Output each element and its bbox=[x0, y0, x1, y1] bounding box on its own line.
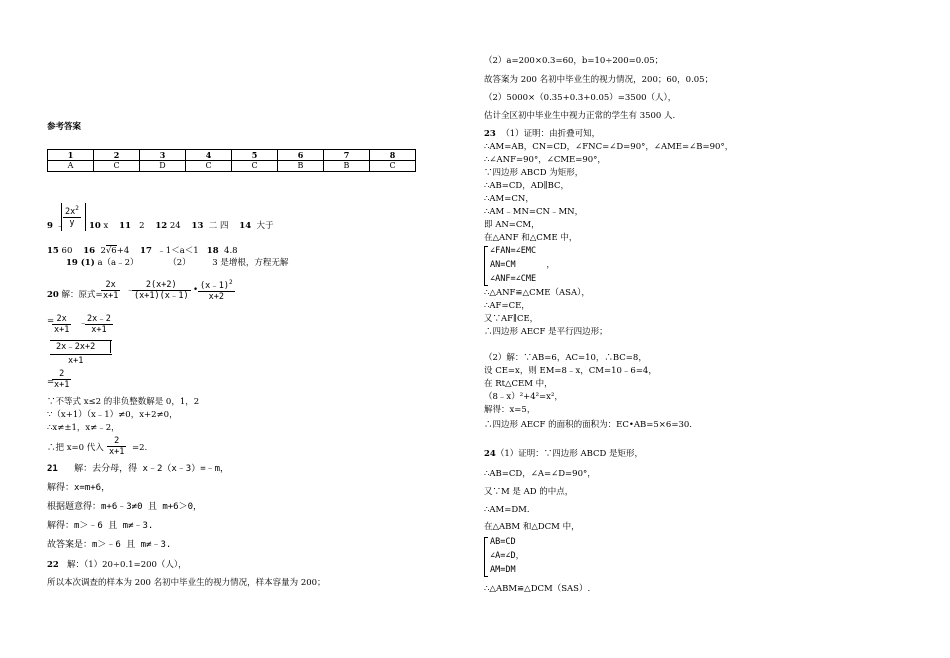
q20-step-numer: 2x﹣2x+2 bbox=[56, 342, 96, 352]
q23-line-12: ∴四边形 AECF 是平行四边形； bbox=[484, 327, 608, 337]
q9-label: 9 ﹣ bbox=[47, 221, 65, 231]
table-header: 6 bbox=[278, 150, 324, 161]
table-header: 4 bbox=[186, 150, 232, 161]
table-cell: D bbox=[140, 161, 186, 172]
q24-line-1: ∴AB=CD，∠A=∠D=90°， bbox=[484, 469, 596, 479]
table-cell: B bbox=[324, 161, 370, 172]
q23-line-9: ∴△ANF≌△CME（ASA）， bbox=[484, 288, 590, 298]
table-cell: C bbox=[370, 161, 416, 172]
q23-cond-3: ∠ANF=∠CME bbox=[490, 274, 537, 284]
q22-line-2: 所以本次调查的样本为 200 名初中毕业生的视力情况，样本容量为 200； bbox=[47, 578, 326, 588]
q20-line-3: ∴x≠±1，x≠﹣2， bbox=[47, 423, 120, 433]
q23-line-11: 又∵AF∥CE， bbox=[484, 314, 539, 324]
q20-step-minus: ﹣ bbox=[79, 318, 88, 328]
q20-dot: • bbox=[193, 285, 199, 295]
q20-fraction-1: $\frac{2x}{x+1}$ bbox=[103, 280, 119, 301]
table-cell: A bbox=[48, 161, 94, 172]
q20-fraction-2: $\frac{2(x+2)}{(x+1)(x﹣1)}$ bbox=[134, 280, 189, 301]
q23-part2-1: （2）解：∵AB=6，AC=10，∴BC=8， bbox=[484, 353, 647, 363]
table-header: 7 bbox=[324, 150, 370, 161]
table-header: 8 bbox=[370, 150, 416, 161]
r-line-4: 估计全区初中毕业生中视力正常的学生有 3500 人. bbox=[484, 111, 676, 121]
q23-cond-1: ∠FAN=∠EMC bbox=[490, 246, 537, 256]
q20-step-eq: = bbox=[47, 316, 55, 326]
q20-line-4-fraction: $\frac{2}{x+1}$ bbox=[109, 436, 125, 457]
q24-brace bbox=[484, 537, 488, 577]
q10-14-line: 10 x 11 2 12 24 13 二 四 14 大于 bbox=[89, 221, 274, 231]
q23-line-6: ∴AM﹣MN=CN﹣MN， bbox=[484, 207, 584, 217]
q9-bar bbox=[61, 203, 62, 231]
q24-line-0: 24（1）证明：∵四边形 ABCD 是矩形， bbox=[484, 449, 644, 459]
q23-line-5: ∴AM=CN， bbox=[484, 194, 534, 204]
answer-table bbox=[47, 149, 416, 172]
q23-line-10: ∴AF=CE， bbox=[484, 301, 530, 311]
q20-step-frac-a: $\frac{2x}{x+1}$ bbox=[54, 314, 70, 335]
q23-part2-5: 解得：x=5， bbox=[484, 405, 536, 415]
table-cell: C bbox=[232, 161, 278, 172]
table-header: 2 bbox=[94, 150, 140, 161]
q23-line-8: 在△ANF 和△CME 中， bbox=[484, 233, 578, 243]
q24-line-5: ∴△ABM≌△DCM（SAS）. bbox=[484, 584, 591, 594]
q24-cond-2: ∠A=∠D， bbox=[490, 551, 525, 561]
q23-line-1: ∴AM=AB，CN=CD，∠FNC=∠D=90°，∠AME=∠B=90°， bbox=[484, 142, 734, 152]
table-cell: B bbox=[278, 161, 324, 172]
q15-18-line: 15 60 16 2√6+4 17 ﹣1＜a＜1 18 4.8 bbox=[47, 246, 238, 256]
q24-line-3: ∴AM=DM. bbox=[484, 505, 530, 515]
answer-key-title: 参考答案 bbox=[47, 122, 82, 132]
q20-minus: ﹣ bbox=[126, 285, 135, 295]
q21-line-5: 故答案是：m＞﹣6 且 m≠﹣3. bbox=[47, 540, 172, 550]
table-row bbox=[48, 150, 416, 161]
q23-line-3: ∵四边形 ABCD 为矩形， bbox=[484, 168, 584, 178]
q9-fraction: $\frac{2x^2}{y}$ bbox=[65, 205, 79, 228]
q23-part2-4: （8﹣x）²+4²=x²， bbox=[484, 392, 563, 402]
q23-part2-2: 设 CE=x，则 EM=8﹣x，CM=10﹣6=4， bbox=[484, 366, 657, 376]
q23-line-2: ∴∠ANF=90°，∠CME=90°， bbox=[484, 155, 606, 165]
q20-main-fraction-bar bbox=[50, 340, 112, 341]
q21-line-3: 根据题意得：m+6﹣3≠0 且 m+6＞0， bbox=[47, 502, 203, 512]
q21-line-4: 解得：m＞﹣6 且 m≠﹣3. bbox=[47, 521, 154, 531]
q24-line-2: 又∵M 是 AD 的中点， bbox=[484, 487, 574, 497]
q24-line-4: 在△ABM 和△DCM 中， bbox=[484, 522, 580, 532]
r-line-3: （2）5000×（0.35+0.3+0.05）=3500（人）， bbox=[484, 93, 677, 103]
table-row bbox=[48, 161, 416, 172]
q23-part2-6: ∴四边形 AECF 的面积的面积为：EC•AB=5×6=30. bbox=[484, 420, 692, 430]
table-cell: C bbox=[186, 161, 232, 172]
q20-line-2: ∵（x+1）（x﹣1）≠0，x+2≠0， bbox=[47, 410, 178, 420]
q20-step-bar bbox=[110, 341, 111, 353]
q21-line-1: 21 解：去分母，得 x﹣2（x﹣3）=﹣m， bbox=[47, 464, 230, 474]
q23-line-0: 23 （1）证明：由折叠可知， bbox=[484, 129, 601, 139]
q20-step-frac-b: $\frac{2x﹣2}{x+1}$ bbox=[87, 314, 111, 335]
table-cell: C bbox=[94, 161, 140, 172]
r-line-2: 故答案为 200 名初中毕业生的视力情况，200；60，0.05； bbox=[484, 75, 714, 85]
table-header: 1 bbox=[48, 150, 94, 161]
table-header: 3 bbox=[140, 150, 186, 161]
q20-result-fraction: $\frac{2}{x+1}$ bbox=[54, 369, 70, 390]
q20-intro: 20 解：原式= bbox=[47, 290, 103, 300]
q23-part2-3: 在 Rt△CEM 中， bbox=[484, 379, 553, 389]
q23-cond-2: AN=CM ， bbox=[490, 260, 555, 270]
q20-result-eq: = bbox=[47, 377, 55, 387]
q23-brace bbox=[484, 246, 488, 286]
q20-line-1: ∵不等式 x≤2 的非负整数解是 0，1，2 bbox=[47, 397, 200, 407]
q23-line-4: ∴AB=CD，AD∥BC， bbox=[484, 181, 570, 191]
q20-fraction-3: $\frac{(x﹣1)^2}{x+2}$ bbox=[200, 279, 233, 302]
q20-sub-fraction-bar bbox=[50, 354, 112, 355]
r-line-1: （2）a=200×0.3=60，b=10÷200=0.05； bbox=[484, 56, 664, 66]
q23-line-7: 即 AN=CM， bbox=[484, 220, 540, 230]
q24-cond-1: AB=CD bbox=[490, 537, 516, 547]
q21-line-2: 解得：x=m+6， bbox=[47, 483, 111, 493]
table-header: 5 bbox=[232, 150, 278, 161]
q22-line-1: 22 解：（1）20÷0.1=200（人）， bbox=[47, 560, 187, 570]
q24-cond-3: AM=DM bbox=[490, 565, 516, 575]
q19-line: 19 (1) a（a﹣2） （2） 3 是增根，方程无解 bbox=[66, 258, 289, 268]
q9-bar-right bbox=[85, 203, 86, 231]
q20-line-4: ∴把 x=0 代入 bbox=[47, 443, 104, 453]
q20-step-denom: x+1 bbox=[68, 356, 84, 366]
q20-line-4-end: =2. bbox=[132, 443, 148, 453]
